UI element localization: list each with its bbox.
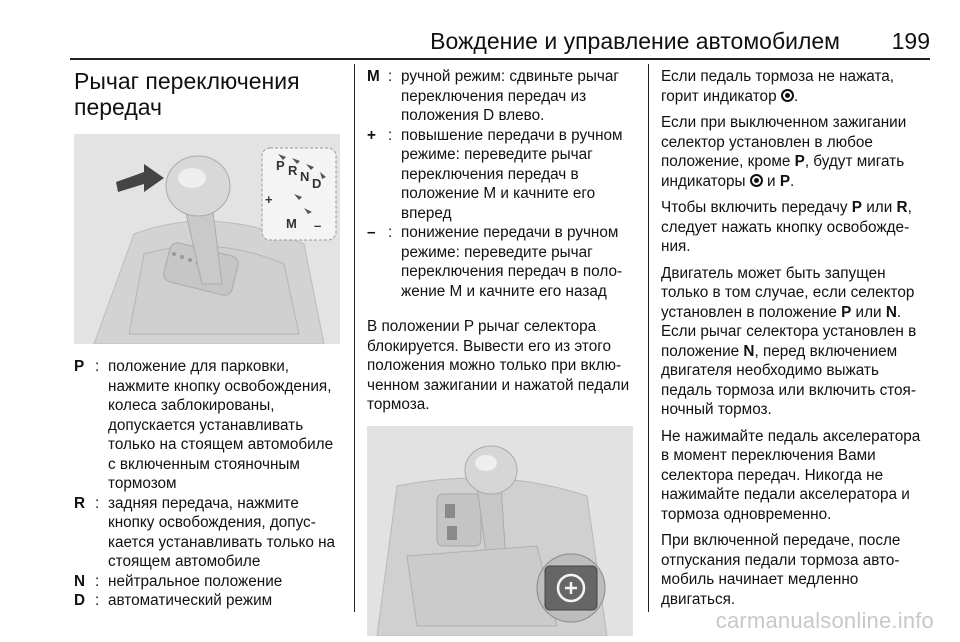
creep-paragraph: При включенной передаче, после отпускания педали тормоза автомобиль начинает медленно двигаться. xyxy=(661,532,901,608)
header-rule xyxy=(70,58,930,60)
gate-label-r: R xyxy=(288,163,298,178)
watermark: carmanualsonline.info xyxy=(715,608,934,633)
definition-row: M : ручной режим: сдвиньте рычаг переключения передач из положения D влево. xyxy=(367,68,619,124)
selector-lock-paragraph: В положении P рычаг селектора блокируется. Вывести его из этого положения можно только при включенном зажигании и нажатой педали тормоза. xyxy=(367,318,630,413)
gear-definitions-left xyxy=(74,357,342,611)
gear-definitions-mid xyxy=(367,67,635,301)
column-divider xyxy=(648,64,649,612)
column-left xyxy=(74,64,342,611)
definition-row: N : нейтральное положение xyxy=(74,572,283,590)
brake-indicator-figure xyxy=(367,426,633,636)
brake-indicator-illustration xyxy=(367,426,633,636)
gate-label-n: N xyxy=(300,169,310,184)
section-title: Рычаг переключения передач xyxy=(74,68,300,120)
brake-indicator-paragraph: Если педаль тормоза не нажата, горит индикатор . xyxy=(661,68,895,105)
gate-label-minus: – xyxy=(314,218,322,233)
gate-label-p: P xyxy=(276,158,285,173)
gate-label-d: D xyxy=(312,176,322,191)
column-right xyxy=(661,64,931,616)
brake-pedal-indicator-icon xyxy=(781,89,794,102)
accelerator-warning-paragraph: Не нажимайте педаль акселератора в момент переключения Вами селектора передач. Никогда не нажимайте педали акселератора и тормоза одновременно. xyxy=(661,427,921,523)
header-title: Вождение и управление автомобилем xyxy=(430,28,840,54)
definition-row: P : положение для парковки, нажмите кнопку освобождения, колеса заблокированы, допускается устанавливать только на стоящем автомобиле с включенным стояночным тормозом xyxy=(74,358,334,492)
engine-start-paragraph: Двигатель может быть запущен только в том случае, если селектор установлен в положение P или N. Если рычаг селектора установлен в положение N, перед включением двигателя необходимо выжать педаль тормоза или включить стояночный тормоз. xyxy=(661,264,917,418)
column-divider xyxy=(354,64,355,612)
definition-row: R : задняя передача, нажмите кнопку освобождения, допускается устанавливать только на стоящем автомобиле xyxy=(74,494,336,570)
definition-row: – : понижение передачи в ручном режиме: переведите рычаг переключения передач в положение M и качните его назад xyxy=(367,224,623,300)
page-number: 199 xyxy=(891,28,930,54)
ignition-off-paragraph: Если при выключенном зажигании селектор установлен в любое положение, кроме P, будут мигать индикаторы и P. xyxy=(661,114,907,190)
definition-row: + : повышение передачи в ручном режиме: переведите рычаг переключения передач в положение M и качните его вперед xyxy=(367,126,623,222)
release-button-paragraph: Чтобы включить передачу P или R, следует нажать кнопку освобождения. xyxy=(661,199,912,255)
column-middle xyxy=(367,64,635,636)
gear-selector-illustration xyxy=(74,134,340,344)
brake-pedal-indicator-icon xyxy=(750,174,763,187)
gate-label-m: M xyxy=(286,216,297,231)
gate-label-plus: + xyxy=(265,192,273,207)
gear-selector-figure xyxy=(74,134,340,344)
definition-row: D : автоматический режим xyxy=(74,592,273,609)
page-header xyxy=(70,24,930,58)
